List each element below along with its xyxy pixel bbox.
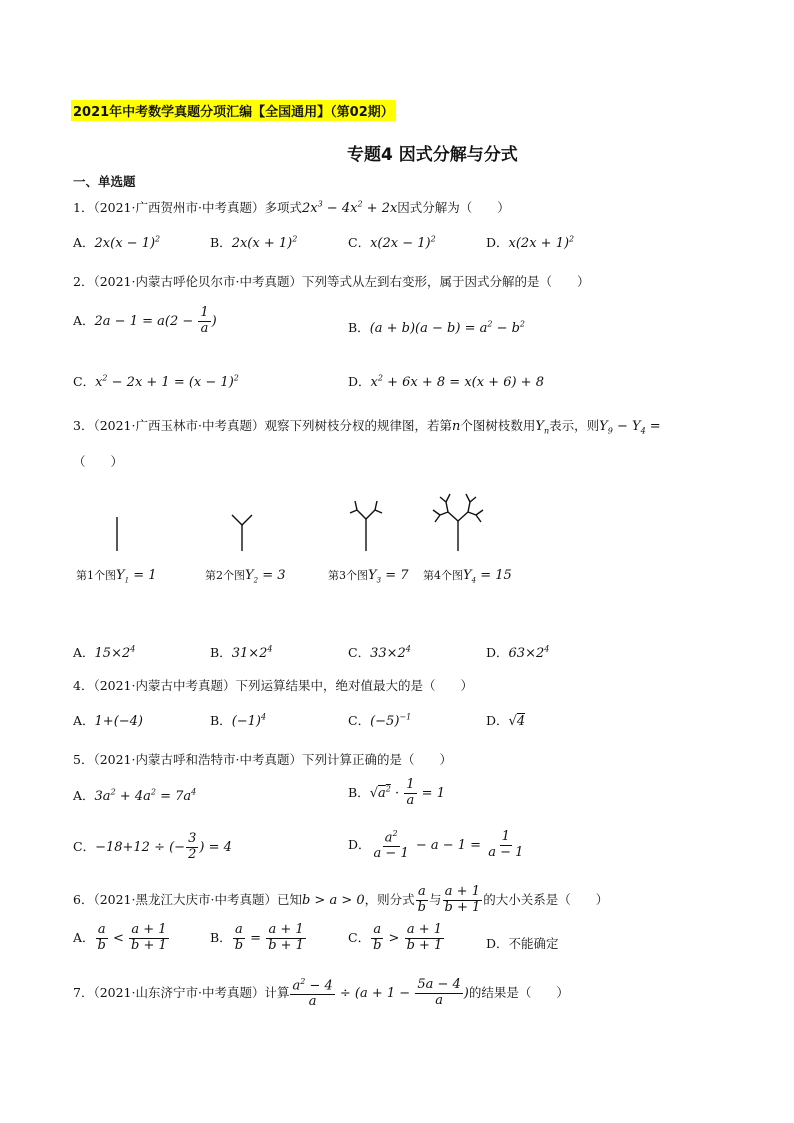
question-5-option-a[interactable]: A．$3a^2 + 4a^2 = 7a^4$ [73,787,197,804]
question-5-option-c[interactable]: C．−18+12 ÷ (− $\frac{3}{2}$ ) = 4 [73,831,232,862]
question-4-option-b[interactable]: B．$(-1)^4$ [210,712,267,729]
tree-figures [70,485,530,560]
tree-caption-2: 第2个图$Y_2 = 3$ [205,568,286,585]
tree-figure-3 [350,501,382,551]
question-4-option-d[interactable]: D．√4 [486,713,526,729]
question-3-option-b[interactable]: B．$31\times 2^4$ [210,644,273,661]
question-6-option-d[interactable]: D．不能确定 [486,936,559,951]
tree-figure-4 [433,494,483,551]
question-2-option-b[interactable]: B．$(a + b)(a - b) = a^2 - b^2$ [348,319,526,336]
page-title: 专题4 因式分解与分式 [347,145,518,165]
tree-caption-3: 第3个图$Y_3 = 7$ [328,568,409,585]
question-5-option-b[interactable]: B．$√a^2$ · $\frac{1}{a}$ = 1 [348,777,445,808]
document-banner: 2021年中考数学真题分项汇编【全国通用】（第02期） [71,100,396,121]
question-3-option-d[interactable]: D．$63\times 2^4$ [486,644,550,661]
question-1-option-a[interactable]: A．$2x(x - 1)^2$ [73,234,161,251]
tree-figure-2 [232,515,252,551]
question-6-option-c[interactable]: C． $\frac{a}{b}$ > $\frac{a + 1}{b + 1}$ [348,922,443,953]
question-5-option-d[interactable]: D． $\frac{a^2}{a - 1}$ − a − 1 = $\frac{1}{a - 1}$ [348,829,524,862]
question-1-option-d[interactable]: D．$x(2x + 1)^2$ [486,234,575,251]
question-4-option-a[interactable]: A．1+(−4) [73,713,144,729]
question-7-stem: 7．（2021·山东济宁市·中考真题）计算 $\frac{a^2 - 4}{a}$ ÷ (a + 1 − $\frac{5a - 4}{a}$ )的结果是（ ） [73,977,569,1010]
question-1-stem: 1．（2021·广西贺州市·中考真题）多项式$2x^3 - 4x^2 + 2x$因式分解为（ ） [73,199,510,216]
question-4-option-c[interactable]: C．$(-5)^{-1}$ [348,712,412,729]
question-2-option-c[interactable]: C．$x^2 - 2x + 1 = (x - 1)^2$ [73,373,239,390]
tree-caption-1: 第1个图$Y_1 = 1$ [76,568,157,585]
question-3-stem: 3．（2021·广西玉林市·中考真题）观察下列树枝分杈的规律图，若第n个图树枝数用$Y_n$表示，则$Y_9 - Y_4$ = [73,418,661,436]
question-5-stem: 5．（2021·内蒙古呼和浩特市·中考真题）下列计算正确的是（ ） [73,752,452,767]
question-6-option-b[interactable]: B． $\frac{a}{b}$ = $\frac{a + 1}{b + 1}$ [210,922,304,953]
question-1-option-c[interactable]: C．$x(2x - 1)^2$ [348,234,436,251]
question-3-stem-line2: （ ） [73,454,124,469]
tree-caption-4: 第4个图$Y_4 = 15$ [423,568,512,585]
question-1-option-b[interactable]: B．$2x(x + 1)^2$ [210,234,298,251]
question-6-stem: 6．（2021·黑龙江大庆市·中考真题）已知b > a > 0，则分式 $\frac{a}{b}$ 与 $\frac{a + 1}{b + 1}$ 的大小关系是（ ） [73,884,609,915]
question-2-stem: 2．（2021·内蒙古呼伦贝尔市·中考真题）下列等式从左到右变形，属于因式分解的是（ ） [73,274,590,289]
question-4-stem: 4．（2021·内蒙古中考真题）下列运算结果中，绝对值最大的是（ ） [73,678,473,693]
question-3-option-c[interactable]: C．$33\times 2^4$ [348,644,411,661]
question-3-option-a[interactable]: A．$15\times 2^4$ [73,644,136,661]
question-2-option-a[interactable]: A．2a − 1 = a(2 − $\frac{1}{a}$ ) [73,305,217,336]
question-6-option-a[interactable]: A． $\frac{a}{b}$ < $\frac{a + 1}{b + 1}$ [73,922,167,953]
question-2-option-d[interactable]: D．$x^2 + 6x + 8 = x(x + 6) + 8$ [348,373,544,390]
section-heading: 一、单选题 [73,174,136,189]
